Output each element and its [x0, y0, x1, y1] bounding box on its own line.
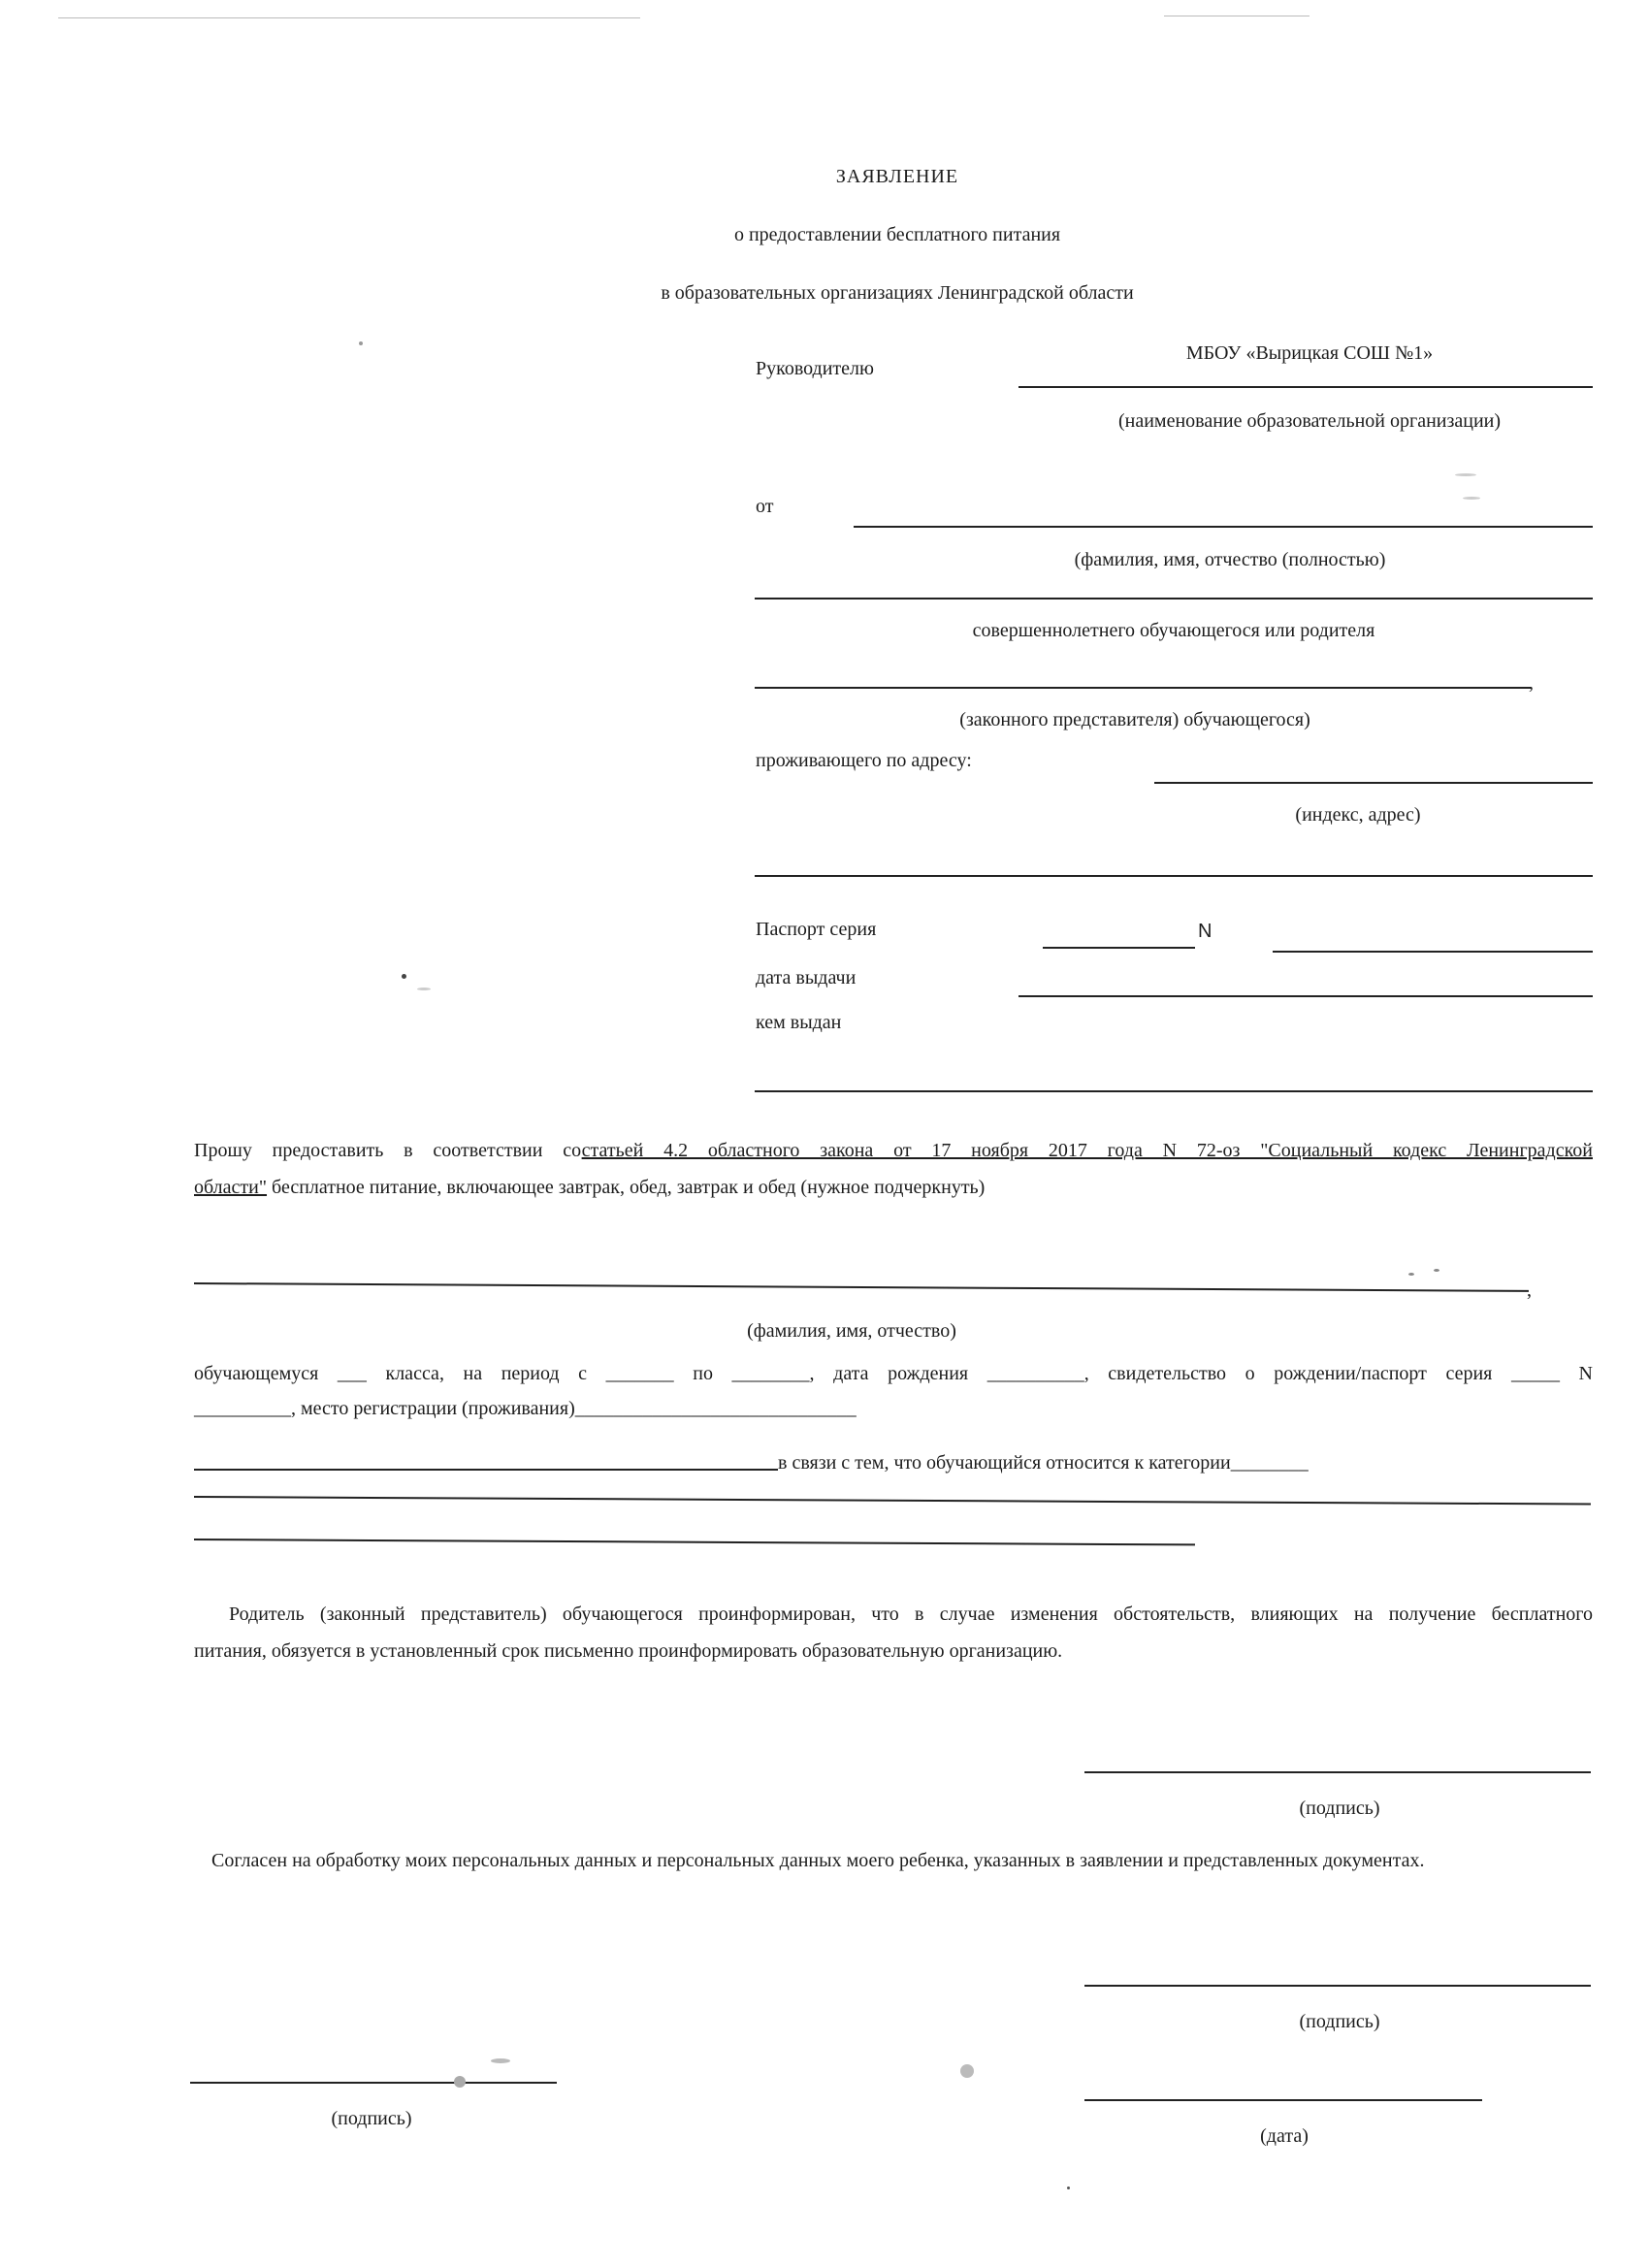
- consent-text: Согласен на обработку моих персональных данных и персональных данных моего ребенка, указанных в заявлении и представленных документах.: [211, 1850, 1425, 1871]
- scan-speck: [491, 2058, 510, 2063]
- issued-by-field[interactable]: [755, 1090, 1593, 1092]
- scan-speck: [1434, 1269, 1439, 1272]
- issue-date-label: дата выдачи: [756, 967, 857, 988]
- issued-by-label: кем выдан: [756, 1012, 842, 1033]
- scan-speck: [1408, 1273, 1414, 1276]
- scan-speck: [1455, 473, 1476, 476]
- applicant-name-field[interactable]: [854, 526, 1593, 528]
- passport-number-field[interactable]: [1273, 951, 1593, 953]
- scan-edge-line: [58, 17, 640, 18]
- student-fio-caption: (фамилия, имя, отчество): [747, 1320, 956, 1342]
- notice-line-1: Родитель (законный представитель) обучающегося проинформирован, что в случае изменения обстоятельств, влияющих на получение бесплатного: [229, 1604, 1593, 1625]
- law-link-end[interactable]: области": [194, 1177, 268, 1198]
- applicant-role-field[interactable]: [755, 687, 1531, 689]
- role-caption-1: совершеннолетнего обучающегося или родителя: [972, 620, 1375, 641]
- organization-name: МБОУ «Вырицкая СОШ №1»: [1185, 342, 1434, 364]
- from-label: от: [756, 496, 774, 517]
- date-field[interactable]: [1084, 2099, 1482, 2101]
- category-prefix-field[interactable]: [194, 1469, 778, 1471]
- issue-date-field[interactable]: [1018, 995, 1593, 997]
- student-details-line: обучающемуся ___ класса, на период с _______ по ________, дата рождения __________, свидетельство о рождении/паспорт серия _____ N: [194, 1363, 1593, 1384]
- scan-speck: [1067, 2187, 1070, 2189]
- applicant-name-field-2[interactable]: [755, 598, 1593, 599]
- organization-caption: (наименование образовательной организации): [1117, 410, 1502, 432]
- request-start: Прошу предоставить в соответствии со: [194, 1140, 582, 1161]
- address-label: проживающего по адресу:: [756, 750, 972, 771]
- signature-field-1[interactable]: [1084, 1771, 1591, 1773]
- student-name-comma: ,: [1527, 1280, 1532, 1301]
- scan-speck: [1463, 497, 1480, 500]
- role-caption-2: (законного представителя) обучающегося): [959, 709, 1310, 730]
- passport-series-label: Паспорт серия: [756, 919, 877, 940]
- role-comma: ,: [1529, 672, 1534, 694]
- passport-series-field[interactable]: [1043, 947, 1195, 949]
- scan-speck: [417, 988, 431, 990]
- scan-speck: [454, 2076, 466, 2088]
- bottom-signature-field[interactable]: [190, 2082, 557, 2084]
- document-title: ЗАЯВЛЕНИЕ: [835, 166, 959, 187]
- student-name-field[interactable]: [194, 1282, 1529, 1292]
- notice-line-2: питания, обязуется в установленный срок письменно проинформировать образовательную организацию.: [194, 1640, 1063, 1662]
- address-field[interactable]: [1154, 782, 1593, 784]
- document-subtitle-1: о предоставлении бесплатного питания: [733, 224, 1061, 245]
- scan-speck: [960, 2064, 974, 2078]
- address-field-2[interactable]: [755, 875, 1593, 877]
- addressee-label: Руководителю: [756, 358, 874, 379]
- request-rest: бесплатное питание, включающее завтрак, обед, завтрак и обед (нужное подчеркнуть): [267, 1177, 986, 1198]
- category-field-2[interactable]: [194, 1539, 1195, 1545]
- bottom-signature-caption: (подпись): [331, 2108, 412, 2129]
- fio-caption: (фамилия, имя, отчество (полностью): [1074, 549, 1386, 570]
- date-caption: (дата): [1260, 2125, 1309, 2147]
- passport-number-label: N: [1198, 921, 1212, 942]
- signature-field-2[interactable]: [1084, 1985, 1591, 1987]
- category-text: в связи с тем, что обучающийся относится к категории________: [778, 1452, 1309, 1474]
- scan-speck: [402, 974, 406, 979]
- law-link[interactable]: статьей 4.2 областного закона от 17 ноября 2017 года N 72-оз "Социальный кодекс Ленинградской: [581, 1140, 1593, 1161]
- organization-field[interactable]: [1018, 386, 1593, 388]
- category-field-1[interactable]: [194, 1496, 1591, 1506]
- signature-caption-2: (подпись): [1299, 2011, 1380, 2032]
- request-line-2: [194, 1176, 985, 1199]
- request-line-1: [194, 1139, 1593, 1162]
- document-subtitle-2: в образовательных организациях Ленинградской области: [661, 282, 1134, 304]
- scan-speck: [359, 341, 363, 345]
- address-caption: (индекс, адрес): [1295, 804, 1421, 826]
- registration-line: __________, место регистрации (проживания)_____________________________: [194, 1398, 857, 1419]
- signature-caption-1: (подпись): [1299, 1798, 1380, 1819]
